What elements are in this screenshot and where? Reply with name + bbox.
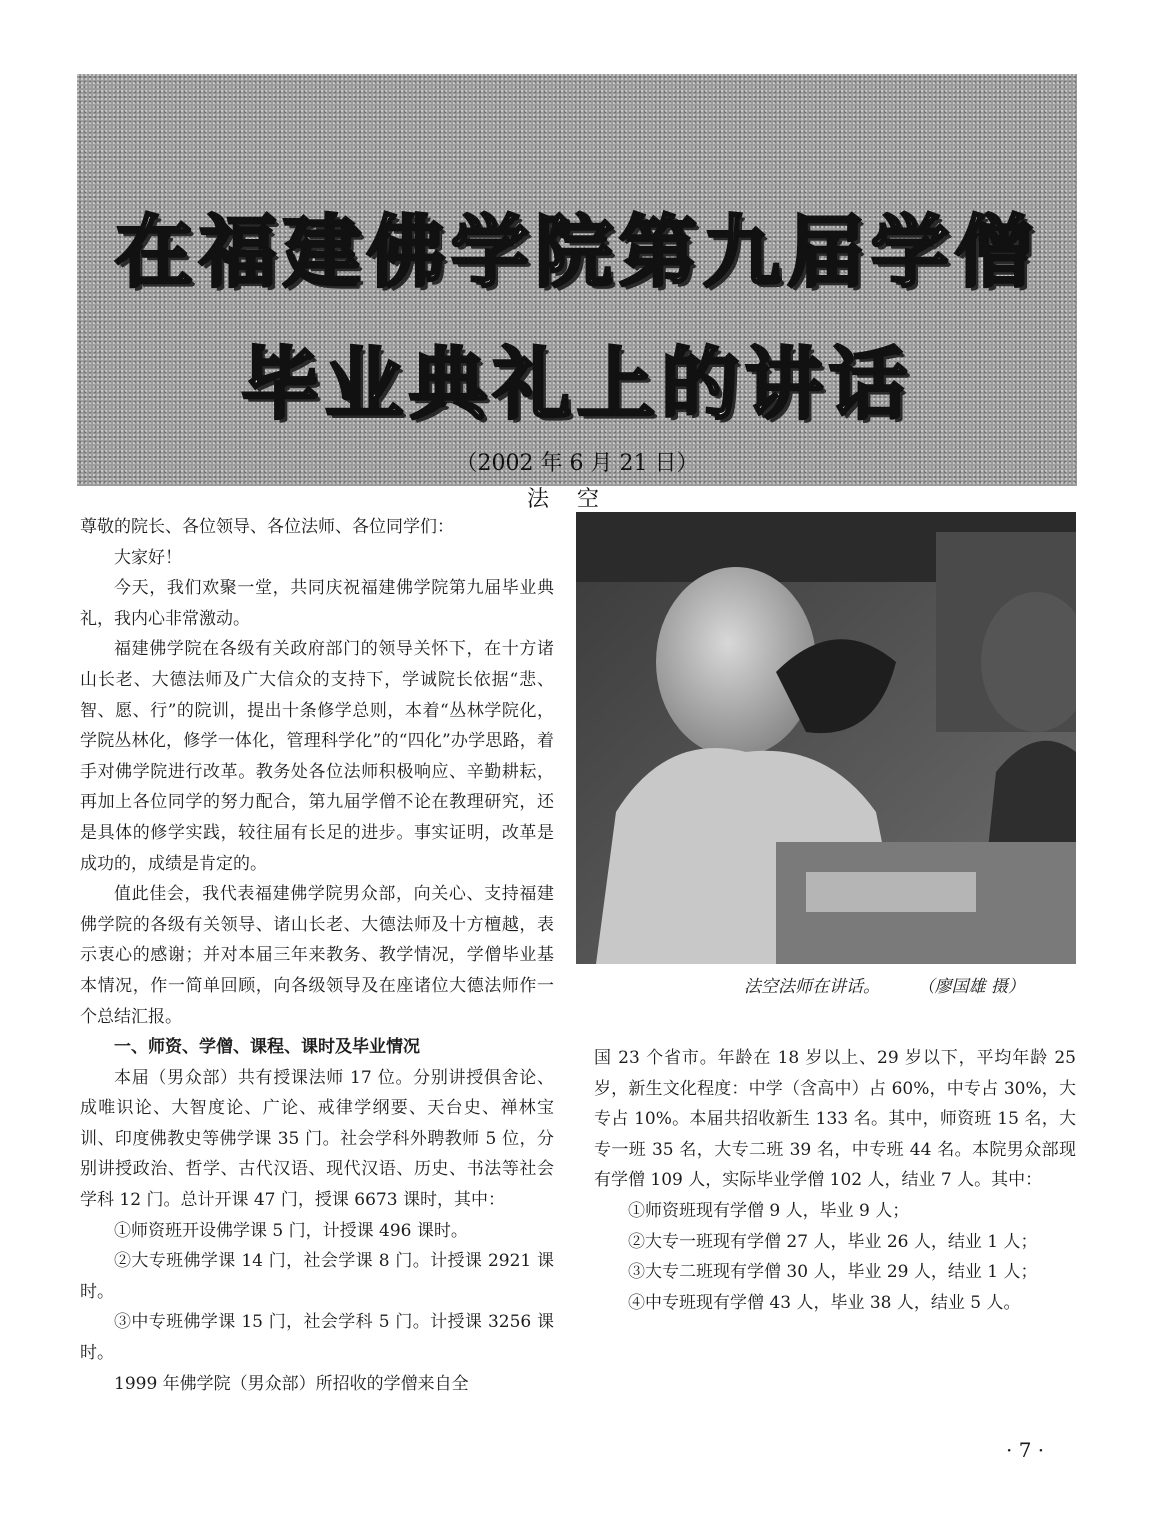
list-item: ①师资班开设佛学课 5 门，计授课 496 课时。	[114, 1220, 468, 1241]
photo-caption	[744, 972, 1025, 997]
paragraph: 国 23 个省市。年龄在 18 岁以上、29 岁以下，平均年龄 25 岁，新生文化程度：中学（含高中）占 60%，中专占 30%，大专占 10%。本届共招收新生 133 名。其中，师资班 15 名，大专一班 35 名，大专二班 39 名，中专班 44 名。本院男众部现有学僧 109 人，实际毕业学僧 102 人，结业 7 人。其中：	[594, 1048, 1076, 1191]
caption-text: 法空法师在讲话。	[744, 977, 880, 997]
article-title-line-1: 在福建佛学院第九届学僧	[114, 208, 1039, 298]
paragraph: 福建佛学院在各级有关政府部门的领导关怀下，在十方诸山长老、大德法师及广大信众的支持下，学诚院长依据“悲、智、愿、行”的院训，提出十条修学总则，本着“丛林学院化，学院丛林化，修学一体化，管理科学化”的“四化”办学思路，着手对佛学院进行改革。教务处各位法师积极响应、辛勤耕耘，再加上各位同学的努力配合，第九届学僧不论在教理研究，还是具体的修学实践，较往届有长足的进步。事实证明，改革是成功的，成绩是肯定的。	[80, 639, 554, 874]
list-item: ④中专班现有学僧 43 人，毕业 38 人，结业 5 人。	[628, 1292, 1021, 1313]
list-item: ③中专班佛学课 15 门，社会学科 5 门。计授课 3256 课时。	[80, 1312, 554, 1364]
list-item: ③大专二班现有学僧 30 人，毕业 29 人，结业 1 人；	[628, 1262, 1038, 1283]
photo-image	[576, 512, 1076, 964]
speech-date: （2002 年 6 月 21 日）	[455, 451, 699, 476]
left-column	[80, 512, 554, 1399]
list-item: ①师资班现有学僧 9 人，毕业 9 人；	[628, 1200, 910, 1221]
right-column	[594, 1043, 1076, 1318]
title-banner	[77, 74, 1077, 512]
article-title-line-2: 毕业典礼上的讲话	[240, 340, 913, 430]
author-name: 法空	[526, 487, 627, 512]
speaker-photo	[576, 512, 1076, 964]
paragraph: 1999 年佛学院（男众部）所招收的学僧来自全	[114, 1373, 469, 1394]
photo-credit: （廖国雄 摄）	[926, 977, 1025, 997]
salutation: 尊敬的院长、各位领导、各位法师、各位同学们：	[80, 517, 454, 537]
page-number: · 7 ·	[1006, 1438, 1045, 1462]
paragraph: 今天，我们欢聚一堂，共同庆祝福建佛学院第九届毕业典礼，我内心非常激动。	[80, 578, 554, 629]
list-item: ②大专班佛学课 14 门，社会学课 8 门。计授课 2921 课时。	[80, 1251, 554, 1302]
greeting: 大家好！	[114, 547, 182, 568]
paragraph: 本届（男众部）共有授课法师 17 位。分别讲授俱舍论、成唯识论、大智度论、广论、戒律学纲要、天台史、禅林宝训、印度佛教史等佛学课 35 门。社会学科外聘教师 5 位，分别讲授政治、哲学、古代汉语、现代汉语、历史、书法等社会学科 12 门。总计开课 47 门，授课 6673 课时，其中：	[80, 1067, 554, 1211]
list-item: ②大专一班现有学僧 27 人，毕业 26 人，结业 1 人；	[628, 1231, 1038, 1252]
section-heading: 一、师资、学僧、课程、课时及毕业情况	[114, 1037, 420, 1058]
paragraph: 值此佳会，我代表福建佛学院男众部，向关心、支持福建佛学院的各级有关领导、诸山长老、大德法师及十方檀越，表示衷心的感谢；并对本届三年来教务、教学情况，学僧毕业基本情况，作一简单回顾，向各级领导及在座诸位大德法师作一个总结汇报。	[80, 884, 554, 1027]
